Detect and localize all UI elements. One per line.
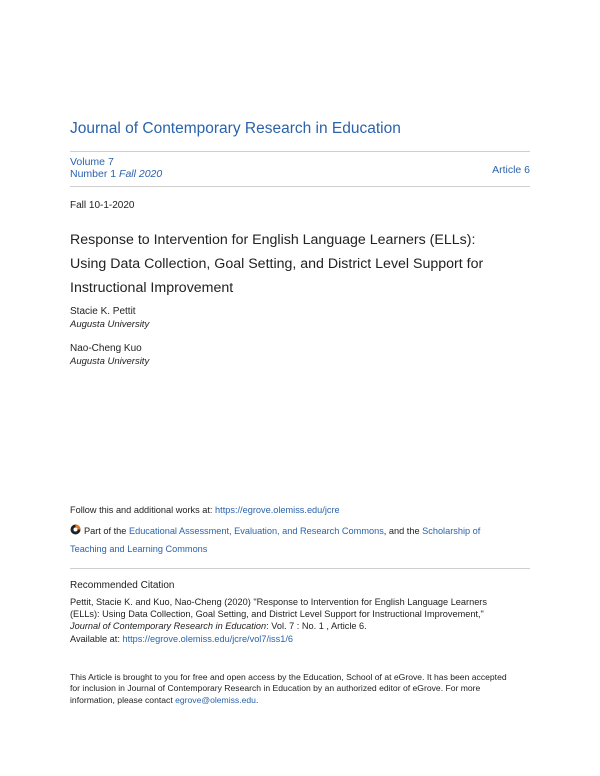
footer-line-3 bbox=[70, 695, 540, 706]
author-2 bbox=[70, 342, 149, 368]
follow-text: Follow this and additional works at: bbox=[70, 505, 216, 515]
article-number[interactable]: Article 6 bbox=[492, 164, 530, 176]
partof-mid: , and the bbox=[383, 526, 423, 536]
follow-line bbox=[70, 505, 340, 515]
volume-block[interactable] bbox=[70, 156, 162, 180]
footer-contact-text: information, please contact bbox=[70, 694, 176, 705]
author-affiliation: Augusta University bbox=[70, 319, 150, 330]
commons-link-1[interactable]: Educational Assessment, Evaluation, and Research Commons bbox=[128, 526, 384, 536]
author-affiliation: Augusta University bbox=[70, 356, 150, 367]
citation-line-1: Pettit, Stacie K. and Kuo, Nao-Cheng (2020) "Response to Intervention for English Language Learners bbox=[70, 597, 487, 607]
commons-link-2b[interactable]: Teaching and Learning Commons bbox=[70, 544, 208, 554]
citation-link[interactable]: https://egrove.olemiss.edu/jcre/vol7/iss1/6 bbox=[122, 633, 294, 644]
number-label[interactable]: Number 1 bbox=[70, 168, 117, 180]
divider-bottom bbox=[70, 568, 530, 569]
contact-email-link[interactable]: egrove@olemiss.edu bbox=[175, 694, 256, 705]
volume-label[interactable]: Volume 7 bbox=[70, 156, 114, 168]
citation-line-3 bbox=[70, 620, 540, 632]
author-name: Nao-Cheng Kuo bbox=[70, 343, 142, 354]
publication-date: Fall 10-1-2020 bbox=[70, 200, 135, 211]
footer-line-1: This Article is brought to you for free and open access by the Education, School of at eGrove. It has been accepted bbox=[70, 672, 507, 682]
citation-line-4 bbox=[70, 633, 540, 645]
title-line-1: Response to Intervention for English Language Learners (ELLs): bbox=[70, 232, 476, 248]
title-line-3: Instructional Improvement bbox=[70, 280, 234, 296]
divider-middle bbox=[70, 186, 530, 187]
commons-link-2a[interactable]: Scholarship of bbox=[422, 526, 481, 536]
issue-label[interactable]: Fall 2020 bbox=[119, 168, 163, 180]
partof-prefix: Part of the bbox=[84, 526, 129, 536]
footer-line-2: for inclusion in Journal of Contemporary Research in Education by an authorized editor of eGrove. For more bbox=[70, 683, 481, 694]
part-of-commons bbox=[70, 522, 540, 558]
footer-period: . bbox=[255, 694, 259, 705]
citation-line-2: (ELLs): Using Data Collection, Goal Setting, and District Level Support for Instructional Improvement," bbox=[70, 609, 484, 620]
author-1 bbox=[70, 305, 149, 331]
number-line[interactable] bbox=[70, 168, 162, 180]
citation-journal: Journal of Contemporary Research in Education bbox=[70, 621, 267, 632]
access-footer bbox=[70, 672, 540, 706]
citation-body bbox=[70, 596, 540, 645]
recommended-citation-heading: Recommended Citation bbox=[70, 580, 175, 591]
title-line-2: Using Data Collection, Goal Setting, and District Level Support for bbox=[70, 256, 484, 272]
creative-commons-icon bbox=[70, 523, 81, 534]
available-label: Available at: bbox=[70, 633, 123, 644]
paper-title bbox=[70, 228, 540, 300]
follow-link[interactable]: https://egrove.olemiss.edu/jcre bbox=[215, 505, 340, 515]
journal-title[interactable]: Journal of Contemporary Research in Education bbox=[70, 120, 401, 137]
divider-top bbox=[70, 151, 530, 152]
citation-volume: : Vol. 7 : No. 1 , Article 6. bbox=[266, 621, 367, 632]
author-name: Stacie K. Pettit bbox=[70, 306, 136, 317]
